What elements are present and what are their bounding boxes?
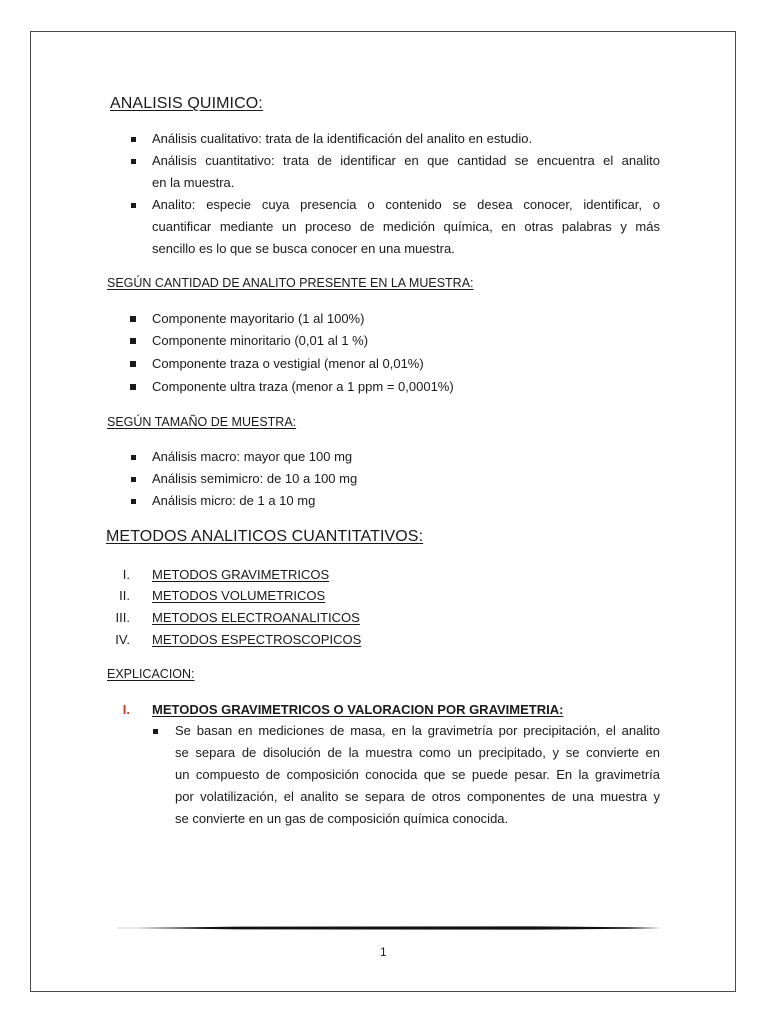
intro-bullet-line: Analito: especie cuya presencia o contenido se desea conocer, identificar, o — [152, 197, 660, 212]
bullet-icon — [130, 316, 136, 322]
section-heading-metodos: METODOS ANALITICOS CUANTITATIVOS: — [106, 528, 424, 545]
list-numeral: IV. — [115, 632, 130, 647]
list-item: Análisis micro: de 1 a 10 mg — [152, 493, 316, 508]
bullet-icon — [131, 203, 136, 208]
paragraph-line: un compuesto de composición conocida que se puede pesar. En la gravimetría — [175, 767, 660, 782]
list-item: Componente ultra traza (menor a 1 ppm = 0,0001%) — [152, 379, 454, 394]
subsection-numeral: I. — [122, 702, 130, 717]
bullet-icon — [131, 159, 136, 164]
list-item: Análisis semimicro: de 10 a 100 mg — [152, 471, 358, 486]
intro-bullet-line: cuantificar mediante un proceso de medición química, en otras palabras y más — [152, 219, 660, 234]
footer-divider — [118, 926, 659, 930]
list-item: Componente minoritario (0,01 al 1 %) — [152, 333, 369, 348]
bullet-icon — [130, 361, 136, 367]
list-item: METODOS ESPECTROSCOPICOS — [152, 632, 362, 647]
page-frame — [30, 31, 736, 992]
bullet-icon — [131, 455, 136, 460]
list-numeral: III. — [115, 610, 130, 625]
list-item: Componente mayoritario (1 al 100%) — [152, 311, 365, 326]
list-item: METODOS VOLUMETRICOS — [152, 588, 326, 603]
list-item: Análisis macro: mayor que 100 mg — [152, 449, 353, 464]
section-heading-cantidad: SEGÚN CANTIDAD DE ANALITO PRESENTE EN LA MUESTRA: — [107, 276, 474, 290]
bullet-icon — [130, 338, 136, 344]
paragraph-line: Se basan en mediciones de masa, en la gravimetría por precipitación, el analito — [175, 723, 660, 738]
bullet-icon — [153, 729, 158, 734]
bullet-icon — [131, 477, 136, 482]
intro-bullet-line: sencillo es lo que se busca conocer en una muestra. — [152, 241, 455, 256]
list-item: METODOS ELECTROANALITICOS — [152, 610, 360, 625]
list-numeral: I. — [122, 567, 130, 582]
section-heading-tamano: SEGÚN TAMAÑO DE MUESTRA: — [107, 415, 297, 429]
intro-bullet-line: Análisis cuantitativo: trata de identificar en que cantidad se encuentra el analito — [152, 153, 660, 168]
paragraph-line: se convierte en un gas de composición química conocida. — [175, 811, 509, 826]
bullet-icon — [130, 384, 136, 390]
paragraph-line: se separa de disolución de la muestra como un precipitado, y se convierte en — [175, 745, 660, 760]
intro-bullet-line: en la muestra. — [152, 175, 235, 190]
list-item: Componente traza o vestigial (menor al 0,01%) — [152, 356, 424, 371]
bullet-icon — [131, 137, 136, 142]
section-heading-explicacion: EXPLICACION: — [107, 667, 195, 681]
list-numeral: II. — [119, 588, 130, 603]
subsection-title: METODOS GRAVIMETRICOS O VALORACION POR GRAVIMETRIA: — [152, 702, 564, 717]
page-number: 1 — [380, 945, 387, 959]
page-title: ANALISIS QUIMICO: — [110, 95, 263, 112]
paragraph-line: por volatilización, el analito se separa de otros componentes de una muestra y — [175, 789, 660, 804]
intro-bullet-line: Análisis cualitativo: trata de la identificación del analito en estudio. — [152, 131, 533, 146]
list-item: METODOS GRAVIMETRICOS — [152, 567, 330, 582]
bullet-icon — [131, 499, 136, 504]
